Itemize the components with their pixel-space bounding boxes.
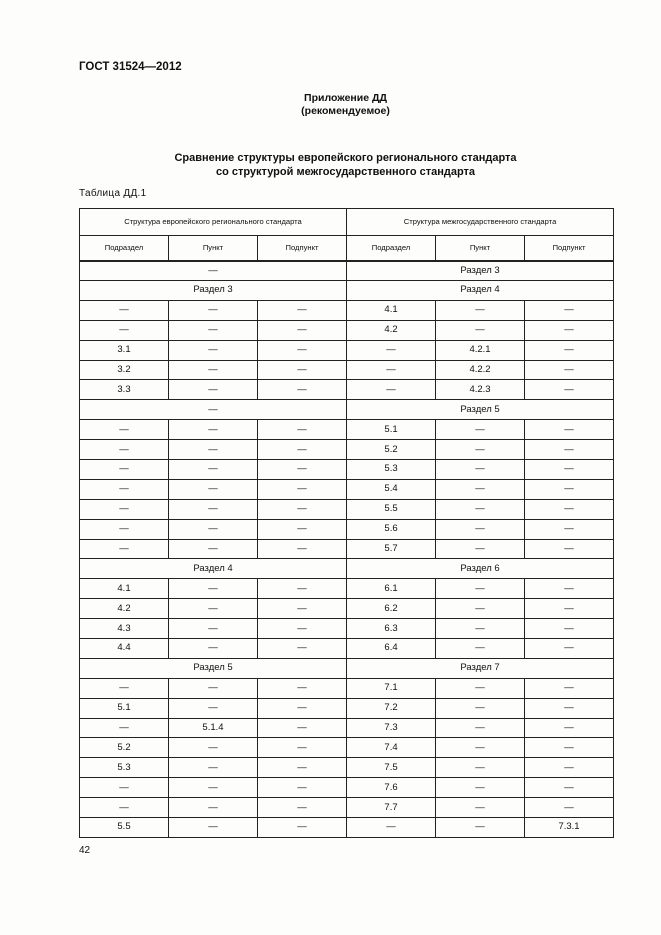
table-cell: —: [436, 718, 525, 738]
column-header-row: [80, 236, 614, 262]
table-row: [80, 599, 614, 619]
table-cell: —: [80, 539, 169, 559]
section-cell: Раздел 3: [80, 281, 347, 301]
table-cell: 5.3: [347, 460, 436, 480]
table-cell: —: [525, 420, 614, 440]
table-row: [80, 798, 614, 818]
table-cell: —: [258, 639, 347, 659]
table-row: [80, 738, 614, 758]
table-cell: 4.2: [347, 320, 436, 340]
section-cell: Раздел 5: [347, 400, 614, 420]
table-cell: —: [169, 539, 258, 559]
table-cell: —: [525, 678, 614, 698]
table-cell: 7.1: [347, 678, 436, 698]
table-cell: —: [436, 698, 525, 718]
table-cell: —: [169, 460, 258, 480]
table-row: [80, 619, 614, 639]
table-cell: —: [169, 320, 258, 340]
table-cell: —: [80, 678, 169, 698]
table-cell: 5.4: [347, 479, 436, 499]
table-cell: —: [258, 539, 347, 559]
table-cell: —: [436, 778, 525, 798]
document-code: ГОСТ 31524—2012: [79, 61, 182, 73]
table-cell: —: [436, 479, 525, 499]
table-cell: 7.6: [347, 778, 436, 798]
table-row: [80, 360, 614, 380]
table-row: [80, 460, 614, 480]
table-title: [0, 152, 661, 179]
table-cell: —: [80, 440, 169, 460]
table-cell: —: [80, 798, 169, 818]
table-row: [80, 440, 614, 460]
table-cell: —: [80, 479, 169, 499]
table-cell: —: [169, 619, 258, 639]
table-cell: —: [169, 639, 258, 659]
table-cell: 4.1: [80, 579, 169, 599]
table-cell: —: [258, 460, 347, 480]
table-cell: —: [169, 380, 258, 400]
table-cell: —: [436, 320, 525, 340]
table-cell: 6.1: [347, 579, 436, 599]
table-cell: —: [258, 300, 347, 320]
table-cell: 4.2.1: [436, 340, 525, 360]
table-cell: —: [258, 738, 347, 758]
table-cell: —: [436, 579, 525, 599]
section-row: [80, 281, 614, 301]
appendix-subtitle: (рекомендуемое): [301, 105, 390, 117]
table-cell: —: [258, 519, 347, 539]
table-cell: —: [436, 758, 525, 778]
table-cell: —: [169, 698, 258, 718]
table-cell: —: [169, 579, 258, 599]
section-row: [80, 559, 614, 579]
table-cell: —: [80, 300, 169, 320]
table-cell: 5.5: [347, 499, 436, 519]
table-cell: —: [436, 420, 525, 440]
table-cell: 7.5: [347, 758, 436, 778]
table-cell: 4.2.3: [436, 380, 525, 400]
table-cell: —: [258, 778, 347, 798]
table-cell: —: [258, 818, 347, 838]
table-cell: —: [80, 499, 169, 519]
table-cell: 4.4: [80, 639, 169, 659]
table-cell: —: [80, 718, 169, 738]
table-cell: —: [525, 320, 614, 340]
table-cell: —: [169, 340, 258, 360]
section-cell: Раздел 7: [347, 658, 614, 678]
table-cell: —: [169, 360, 258, 380]
table-cell: —: [525, 519, 614, 539]
table-cell: —: [436, 440, 525, 460]
table-row: [80, 818, 614, 838]
table-row: [80, 778, 614, 798]
table-cell: —: [347, 340, 436, 360]
table-row: [80, 499, 614, 519]
table-cell: 7.4: [347, 738, 436, 758]
table-cell: —: [436, 599, 525, 619]
section-cell: Раздел 6: [347, 559, 614, 579]
table-row: [80, 340, 614, 360]
table-cell: 5.7: [347, 539, 436, 559]
table-cell: —: [436, 539, 525, 559]
table-cell: —: [436, 639, 525, 659]
table-cell: —: [525, 440, 614, 460]
table-cell: —: [436, 499, 525, 519]
table-cell: 5.6: [347, 519, 436, 539]
table-cell: 5.2: [347, 440, 436, 460]
table-cell: 5.2: [80, 738, 169, 758]
table-cell: 7.7: [347, 798, 436, 818]
table-cell: 7.3.1: [525, 818, 614, 838]
table-cell: —: [80, 460, 169, 480]
table-cell: —: [169, 758, 258, 778]
table-cell: —: [525, 499, 614, 519]
table-cell: —: [258, 420, 347, 440]
table-cell: 6.4: [347, 639, 436, 659]
table-cell: —: [80, 778, 169, 798]
table-cell: 5.1.4: [169, 718, 258, 738]
section-row: [80, 261, 614, 281]
table-cell: 6.2: [347, 599, 436, 619]
table-cell: —: [258, 380, 347, 400]
table-row: [80, 300, 614, 320]
table-cell: —: [258, 320, 347, 340]
column-header: Подраздел: [80, 236, 169, 262]
table-cell: —: [258, 340, 347, 360]
appendix-heading: [0, 92, 661, 118]
table-row: [80, 519, 614, 539]
table-cell: 5.5: [80, 818, 169, 838]
table-cell: —: [258, 619, 347, 639]
table-cell: —: [169, 499, 258, 519]
table-cell: —: [169, 738, 258, 758]
table-cell: —: [169, 519, 258, 539]
table-cell: —: [525, 619, 614, 639]
table-cell: —: [258, 579, 347, 599]
table-cell: —: [258, 758, 347, 778]
table-cell: —: [525, 539, 614, 559]
table-cell: —: [525, 579, 614, 599]
table-cell: 3.3: [80, 380, 169, 400]
table-cell: —: [525, 718, 614, 738]
table-row: [80, 758, 614, 778]
table-cell: —: [525, 599, 614, 619]
table-cell: 4.2.2: [436, 360, 525, 380]
table-cell: —: [258, 479, 347, 499]
table-cell: —: [258, 360, 347, 380]
table-cell: —: [169, 818, 258, 838]
comparison-table: [79, 208, 614, 838]
table-cell: —: [436, 619, 525, 639]
column-header: Подраздел: [347, 236, 436, 262]
table-cell: —: [436, 460, 525, 480]
table-row: [80, 539, 614, 559]
table-cell: —: [169, 599, 258, 619]
table-cell: —: [169, 479, 258, 499]
section-row: [80, 658, 614, 678]
comparison-table-body: [80, 209, 614, 838]
table-title-line-1: Сравнение структуры европейского регионального стандарта: [174, 152, 517, 164]
table-row: [80, 380, 614, 400]
table-cell: —: [80, 420, 169, 440]
table-cell: 6.3: [347, 619, 436, 639]
table-cell: 5.1: [347, 420, 436, 440]
table-cell: —: [258, 718, 347, 738]
page-number: 42: [79, 845, 91, 856]
table-cell: —: [258, 599, 347, 619]
section-cell: Раздел 3: [347, 261, 614, 281]
table-cell: —: [525, 778, 614, 798]
table-cell: 4.3: [80, 619, 169, 639]
table-cell: 4.1: [347, 300, 436, 320]
table-cell: —: [169, 778, 258, 798]
section-cell: Раздел 4: [347, 281, 614, 301]
section-cell: Раздел 4: [80, 559, 347, 579]
table-cell: —: [169, 300, 258, 320]
table-cell: —: [80, 519, 169, 539]
table-row: [80, 420, 614, 440]
table-cell: —: [169, 678, 258, 698]
table-cell: —: [169, 798, 258, 818]
table-cell: 3.1: [80, 340, 169, 360]
table-row: [80, 698, 614, 718]
table-cell: —: [525, 738, 614, 758]
table-cell: —: [436, 519, 525, 539]
table-cell: 3.2: [80, 360, 169, 380]
section-cell: —: [80, 261, 347, 281]
table-row: [80, 718, 614, 738]
table-cell: 5.3: [80, 758, 169, 778]
table-label: Таблица ДД.1: [79, 188, 147, 199]
group-header-european: Структура европейского регионального стандарта: [80, 209, 347, 236]
table-cell: —: [436, 300, 525, 320]
table-cell: —: [525, 360, 614, 380]
table-cell: —: [525, 698, 614, 718]
table-row: [80, 479, 614, 499]
table-cell: —: [80, 320, 169, 340]
table-row: [80, 320, 614, 340]
table-cell: —: [436, 818, 525, 838]
table-cell: —: [258, 499, 347, 519]
table-cell: —: [169, 440, 258, 460]
column-header: Пункт: [436, 236, 525, 262]
section-row: [80, 400, 614, 420]
table-cell: 4.2: [80, 599, 169, 619]
table-row: [80, 639, 614, 659]
table-cell: —: [436, 678, 525, 698]
table-cell: —: [525, 340, 614, 360]
group-header-row: [80, 209, 614, 236]
column-header: Подпункт: [258, 236, 347, 262]
table-cell: 7.3: [347, 718, 436, 738]
table-row: [80, 678, 614, 698]
table-cell: —: [258, 698, 347, 718]
table-cell: —: [258, 678, 347, 698]
appendix-title: Приложение ДД: [304, 92, 387, 104]
table-cell: —: [347, 818, 436, 838]
table-cell: 5.1: [80, 698, 169, 718]
table-cell: —: [525, 380, 614, 400]
table-cell: —: [347, 360, 436, 380]
table-cell: —: [525, 798, 614, 818]
section-cell: Раздел 5: [80, 658, 347, 678]
table-cell: —: [525, 460, 614, 480]
column-header: Пункт: [169, 236, 258, 262]
group-header-interstate: Структура межгосударственного стандарта: [347, 209, 614, 236]
table-cell: —: [436, 738, 525, 758]
column-header: Подпункт: [525, 236, 614, 262]
table-cell: —: [169, 420, 258, 440]
table-cell: —: [258, 440, 347, 460]
table-cell: —: [525, 758, 614, 778]
table-cell: —: [258, 798, 347, 818]
table-cell: 7.2: [347, 698, 436, 718]
section-cell: —: [80, 400, 347, 420]
table-row: [80, 579, 614, 599]
table-cell: —: [525, 479, 614, 499]
table-title-line-2: со структурой межгосударственного стандарта: [215, 165, 476, 178]
table-cell: —: [436, 798, 525, 818]
table-cell: —: [525, 639, 614, 659]
table-cell: —: [525, 300, 614, 320]
table-cell: —: [347, 380, 436, 400]
